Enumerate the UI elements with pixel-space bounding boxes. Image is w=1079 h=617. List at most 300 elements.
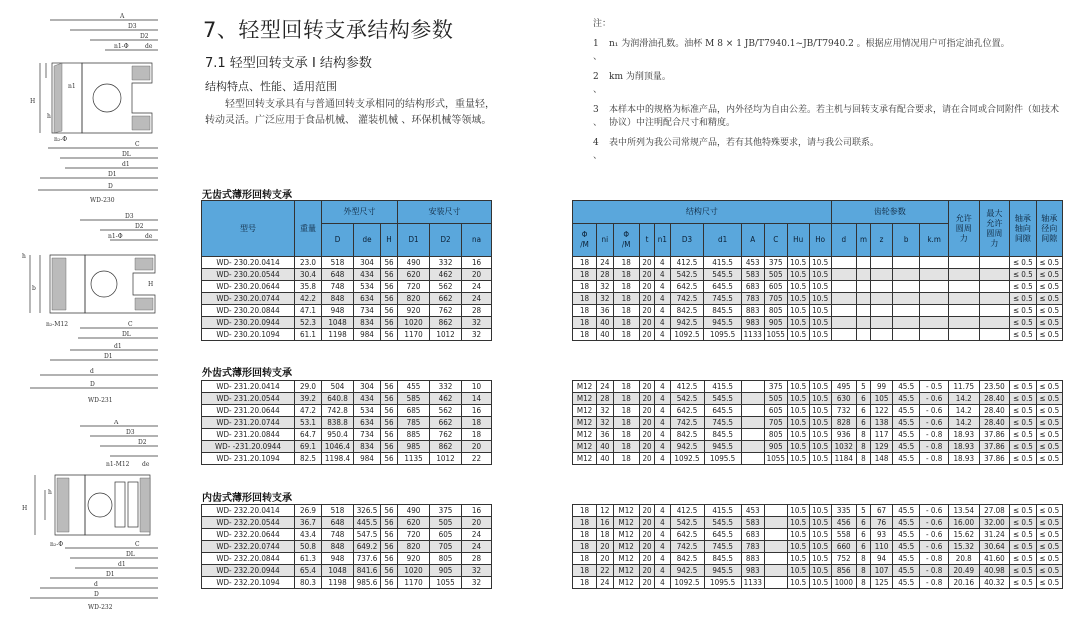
table-cell: 14.2 (948, 417, 979, 429)
table-cell: 32 (462, 577, 492, 589)
header-col: Φ /M (613, 224, 639, 257)
table-cell: 1000 (831, 577, 856, 589)
table-cell (764, 529, 787, 541)
table-cell: 10.5 (809, 441, 831, 453)
table-cell: 32 (597, 293, 613, 305)
table-cell: 562 (430, 405, 462, 417)
table-cell: 20 (639, 329, 654, 341)
table-cell (979, 329, 1010, 341)
table-cell: 10.5 (787, 317, 809, 329)
table-cell: 56 (381, 257, 398, 269)
table-cell: 585 (398, 393, 430, 405)
table-cell: 148 (871, 453, 893, 465)
table-cell: 45.5 (893, 541, 920, 553)
dim-label: A (114, 420, 119, 426)
table-cell: ≤ 0.5 (1036, 269, 1062, 281)
table-cell: 45.5 (893, 577, 920, 589)
table-cell (893, 317, 920, 329)
table-cell: 36 (597, 429, 613, 441)
table-cell: M12 (573, 381, 597, 393)
table-cell: 648 (322, 269, 354, 281)
table-cell: WD- 231.20.0844 (202, 429, 295, 441)
table-cell (920, 281, 948, 293)
table-cell (979, 269, 1010, 281)
header-col: Ho (809, 224, 831, 257)
table-cell: 1012 (430, 329, 462, 341)
dim-label: H (30, 98, 36, 105)
dim-label: D3 (128, 23, 137, 30)
table-cell: 20.49 (948, 565, 979, 577)
table-cell: ≤ 0.5 (1010, 305, 1036, 317)
table-cell: 1012 (430, 453, 462, 465)
dim-label: D1 (104, 353, 113, 360)
table-cell: 10.5 (787, 429, 809, 441)
table-cell: 18 (573, 269, 597, 281)
dim-label: D2 (138, 439, 147, 446)
table-cell: 558 (831, 529, 856, 541)
dim-label: n1 (68, 83, 76, 90)
table-cell (831, 269, 856, 281)
table-cell: WD- 232.20.0414 (202, 505, 295, 517)
table-cell: 1095.5 (704, 329, 741, 341)
header-allow-force: 允许 圆周 力 (948, 201, 979, 257)
table-cell: 18 (613, 429, 639, 441)
table-row (573, 393, 1063, 405)
table-cell: 8 (856, 429, 870, 441)
table-cell: ≤ 0.5 (1036, 381, 1062, 393)
table-cell (831, 293, 856, 305)
header-col: H (381, 224, 398, 257)
dim-label: D1 (108, 171, 117, 178)
table-cell: 942.5 (670, 317, 704, 329)
header-col: D2 (430, 224, 462, 257)
table-cell: 845.5 (704, 305, 741, 317)
table-cell: - 0.5 (920, 381, 949, 393)
table-cell: 745.5 (704, 293, 741, 305)
table-cell: 1170 (398, 329, 430, 341)
table-row (202, 293, 492, 305)
table-cell: 4 (655, 453, 670, 465)
table-cell: M12 (573, 429, 597, 441)
table-cell: 94 (871, 553, 893, 565)
table-cell: 18 (573, 529, 597, 541)
table-cell: 805 (764, 429, 787, 441)
table-cell: 40 (597, 329, 613, 341)
table-cell: 620 (398, 269, 430, 281)
table-cell (920, 257, 948, 269)
table-cell: ≤ 0.5 (1010, 441, 1036, 453)
table-cell: M12 (613, 505, 639, 517)
table-cell: 56 (381, 329, 398, 341)
table-cell: 37.86 (979, 441, 1010, 453)
table-cell: 5 (856, 381, 870, 393)
table-cell: 10.5 (809, 381, 831, 393)
table-cell: 10.5 (787, 517, 809, 529)
table-cell: 45.5 (893, 553, 920, 565)
dim-label: D3 (126, 429, 135, 436)
table-cell: 4 (655, 269, 670, 281)
table-cell: 10.5 (787, 305, 809, 317)
table-cell: 375 (764, 257, 787, 269)
table-cell: 605 (764, 281, 787, 293)
table-cell: 20 (597, 553, 613, 565)
table-cell: 52.3 (295, 317, 322, 329)
table-cell: 605 (764, 405, 787, 417)
header-col: t (639, 224, 654, 257)
note-item (593, 137, 1063, 163)
table-cell: 18 (573, 553, 597, 565)
table-cell: 834 (354, 317, 381, 329)
table-cell: 883 (741, 553, 764, 565)
table-cell: 732 (831, 405, 856, 417)
table-cell: 415.5 (704, 505, 741, 517)
table-cell (948, 257, 979, 269)
table-cell: 547.5 (354, 529, 381, 541)
table-cell: 4 (655, 517, 670, 529)
table-cell: 948 (322, 553, 354, 565)
table-cell: ≤ 0.5 (1036, 417, 1062, 429)
header-col: d1 (704, 224, 741, 257)
table-cell (741, 381, 764, 393)
table-cell: 984 (354, 329, 381, 341)
table-cell (920, 305, 948, 317)
table-row (573, 417, 1063, 429)
table-row (202, 517, 492, 529)
table-cell (831, 257, 856, 269)
table-cell (948, 317, 979, 329)
table-cell: 20 (639, 269, 654, 281)
table-cell: 26.9 (295, 505, 322, 517)
table-cell: 18 (573, 257, 597, 269)
dim-label: n1-Φ (114, 43, 129, 50)
table-cell: 15.32 (948, 541, 979, 553)
table-cell: 936 (831, 429, 856, 441)
table-cell: 14.2 (948, 393, 979, 405)
table-cell: 905 (764, 317, 787, 329)
table-cell: ≤ 0.5 (1036, 529, 1062, 541)
header-col: D1 (398, 224, 430, 257)
table-row (202, 305, 492, 317)
table-cell: 20.16 (948, 577, 979, 589)
dim-label: d (94, 581, 98, 588)
table-cell (856, 305, 870, 317)
table-cell: 122 (871, 405, 893, 417)
header-col: d (831, 224, 856, 257)
table-row (202, 577, 492, 589)
table-cell: 1055 (764, 329, 787, 341)
notes-heading: 注： (593, 19, 612, 29)
table-cell: 39.2 (295, 393, 322, 405)
table-cell: 13.54 (948, 505, 979, 517)
table-cell (920, 293, 948, 305)
table-cell: ≤ 0.5 (1036, 517, 1062, 529)
table-cell: 4 (655, 257, 670, 269)
table-cell: 10.5 (809, 317, 831, 329)
table-cell: 18 (613, 381, 639, 393)
table-cell: 18 (573, 329, 597, 341)
table-cell: 10.5 (787, 269, 809, 281)
table-cell: 10.5 (787, 393, 809, 405)
table-cell: 32 (462, 317, 492, 329)
table-cell (948, 269, 979, 281)
table-cell: 748 (322, 281, 354, 293)
table-cell: 56 (381, 293, 398, 305)
table-cell: 645.5 (704, 529, 741, 541)
table-cell: 40 (597, 453, 613, 465)
table-cell: 18 (613, 329, 639, 341)
table-cell: 326.5 (354, 505, 381, 517)
table-cell: 660 (831, 541, 856, 553)
table-cell: ≤ 0.5 (1010, 577, 1036, 589)
table-cell: 4 (655, 281, 670, 293)
table-cell: 905 (764, 441, 787, 453)
table-cell: 56 (381, 317, 398, 329)
table-cell: 4 (655, 429, 670, 441)
table-cell: 1046.4 (322, 441, 354, 453)
table-cell: 16 (462, 405, 492, 417)
table-cell: 1198 (322, 577, 354, 589)
dim-label: de (145, 43, 153, 50)
table-cell: 862 (430, 441, 462, 453)
table-cell (979, 293, 1010, 305)
table-cell: 1048 (322, 317, 354, 329)
table-cell: 20 (597, 541, 613, 553)
drawing-caption: WD-231 (88, 397, 113, 404)
table-cell (893, 305, 920, 317)
table-cell: 14.2 (948, 405, 979, 417)
table-cell: 10.5 (809, 453, 831, 465)
table-cell: 642.5 (670, 405, 704, 417)
table-cell: 504 (322, 381, 354, 393)
table-cell: ≤ 0.5 (1036, 553, 1062, 565)
table-cell: 4 (655, 393, 670, 405)
table-row (202, 317, 492, 329)
section-subtitle: 7.1 轻型回转支承 I 结构参数 (205, 56, 372, 71)
table-cell (948, 305, 979, 317)
dim-label: DL (122, 151, 131, 158)
table-cell: ≤ 0.5 (1010, 505, 1036, 517)
table-cell: 705 (430, 541, 462, 553)
table-cell: M12 (613, 529, 639, 541)
table-cell: 40.98 (979, 565, 1010, 577)
table-cell: 10.5 (809, 541, 831, 553)
table-cell: 32 (462, 565, 492, 577)
table-cell: M12 (613, 541, 639, 553)
table-cell: 29.0 (295, 381, 322, 393)
table-cell: 18 (613, 393, 639, 405)
table-cell: 332 (430, 257, 462, 269)
dim-label: D (94, 591, 99, 598)
table-cell: 20 (639, 541, 654, 553)
table-cell: 8 (856, 577, 870, 589)
table-cell: 10.5 (809, 529, 831, 541)
table-cell: ≤ 0.5 (1036, 441, 1062, 453)
table-cell: 4 (655, 565, 670, 577)
table-row (202, 269, 492, 281)
dim-label: D3 (125, 213, 134, 220)
dim-label: h (47, 113, 51, 120)
table-cell: 434 (354, 393, 381, 405)
table-cell: 10.5 (809, 305, 831, 317)
table-cell: 40.32 (979, 577, 1010, 589)
table-cell: 24 (462, 541, 492, 553)
table-cell: 18 (573, 293, 597, 305)
table-cell: 40 (597, 441, 613, 453)
table-cell: 542.5 (670, 517, 704, 529)
table-cell: 36 (597, 305, 613, 317)
table-cell: WD- 231.20.0644 (202, 405, 295, 417)
table-cell: 8 (856, 441, 870, 453)
table-cell (920, 329, 948, 341)
table-row (202, 281, 492, 293)
dim-label: D2 (140, 33, 149, 40)
table-row (202, 529, 492, 541)
table-cell (764, 553, 787, 565)
table-cell (741, 429, 764, 441)
table-cell: 56 (381, 429, 398, 441)
note-text: n₁ 为润滑油孔数。油杯 M 8 × 1 JB/T7940.1~JB/T7940.2 。根据应用情况用户可指定油孔位置。 (609, 39, 1010, 49)
table-cell: ≤ 0.5 (1010, 541, 1036, 553)
table-cell: ≤ 0.5 (1036, 429, 1062, 441)
table-cell: 705 (764, 417, 787, 429)
note-item (593, 104, 1063, 130)
table-row (573, 381, 1063, 393)
table-cell (831, 281, 856, 293)
table-cell (871, 257, 893, 269)
table-cell: 4 (655, 553, 670, 565)
table-cell: 56 (381, 417, 398, 429)
drawing-wd-230 (10, 8, 170, 208)
table-cell: 30.4 (295, 269, 322, 281)
table-cell: 545.5 (704, 269, 741, 281)
table-row (573, 405, 1063, 417)
table-cell: 1184 (831, 453, 856, 465)
header-model: 型号 (202, 201, 295, 257)
table-cell: 1095.5 (704, 453, 741, 465)
table-cell: 82.5 (295, 453, 322, 465)
table-cell (856, 317, 870, 329)
header-col: b (893, 224, 920, 257)
table-cell: WD- 230.20.0944 (202, 317, 295, 329)
table-cell: 20 (639, 281, 654, 293)
table-cell (893, 257, 920, 269)
table-cell: 76 (871, 517, 893, 529)
table-cell: 683 (741, 529, 764, 541)
table-cell: - 0.6 (920, 417, 949, 429)
table-cell: 12 (597, 505, 613, 517)
table-cell: 805 (764, 305, 787, 317)
notes-block (593, 16, 1063, 170)
header-col: A (741, 224, 764, 257)
table-cell: 748 (322, 529, 354, 541)
table-cell: 28 (597, 269, 613, 281)
table-row (202, 429, 492, 441)
dim-label: d1 (114, 343, 122, 350)
table-cell: ≤ 0.5 (1010, 417, 1036, 429)
cross-section-wd-230 (10, 8, 170, 208)
table-cell: ≤ 0.5 (1010, 517, 1036, 529)
table-cell: 20 (639, 577, 654, 589)
table-cell: - 0.6 (920, 405, 949, 417)
table-cell: 28.40 (979, 417, 1010, 429)
table-cell: 20 (639, 565, 654, 577)
header-col: na (462, 224, 492, 257)
table-cell: 45.5 (893, 453, 920, 465)
table-cell (764, 517, 787, 529)
table-cell: 942.5 (670, 441, 704, 453)
table-cell (893, 293, 920, 305)
table-cell: 562 (430, 281, 462, 293)
table-cell: 45.5 (893, 441, 920, 453)
section-label-230: 无齿式薄形回转支承 (202, 190, 292, 201)
table-cell: 18 (573, 317, 597, 329)
dim-label: H (22, 505, 28, 512)
table-cell: - 0.6 (920, 505, 949, 517)
table-cell: 685 (398, 405, 430, 417)
table-cell: 10.5 (787, 529, 809, 541)
table-cell: - 0.6 (920, 393, 949, 405)
table-cell: WD- 231.20.0544 (202, 393, 295, 405)
header-gear: 齿轮参数 (831, 201, 948, 224)
table-cell (920, 269, 948, 281)
drawing-wd-231 (10, 210, 170, 410)
header-col: Hu (787, 224, 809, 257)
table-cell: 4 (655, 417, 670, 429)
table-cell: 742.5 (670, 293, 704, 305)
table-cell: ≤ 0.5 (1010, 565, 1036, 577)
table-cell: 1092.5 (670, 453, 704, 465)
table-cell: 742.8 (322, 405, 354, 417)
table-cell (893, 281, 920, 293)
dim-label: n₂-M12 (46, 321, 69, 328)
table-cell: 10.5 (809, 565, 831, 577)
table-cell: 65.4 (295, 565, 322, 577)
table-cell: 50.8 (295, 541, 322, 553)
table-cell: 10.5 (787, 281, 809, 293)
table-cell (856, 269, 870, 281)
table-cell: 45.5 (893, 565, 920, 577)
table-cell: 99 (871, 381, 893, 393)
table-cell: ≤ 0.5 (1010, 329, 1036, 341)
table-cell: 4 (655, 317, 670, 329)
table-cell: 10.5 (787, 541, 809, 553)
table-cell: 45.5 (893, 417, 920, 429)
table-cell: M12 (613, 565, 639, 577)
header-install: 安装尺寸 (398, 201, 492, 224)
note-number: 1 、 (593, 39, 603, 62)
table-cell: 18 (613, 417, 639, 429)
table-cell: 10.5 (809, 329, 831, 341)
table-cell: WD- 231.20.1094 (202, 453, 295, 465)
table-cell: 45.5 (893, 505, 920, 517)
table-cell: 985 (398, 441, 430, 453)
table-cell: 834 (354, 441, 381, 453)
table-cell: 56 (381, 541, 398, 553)
table-cell: 23.50 (979, 381, 1010, 393)
header-col: n1 (655, 224, 670, 257)
note-item (593, 71, 1063, 97)
table-cell: 848 (322, 541, 354, 553)
table-cell: 1133 (741, 577, 764, 589)
table-row (202, 393, 492, 405)
table-cell (741, 393, 764, 405)
table-cell: 20 (462, 517, 492, 529)
table-cell (871, 329, 893, 341)
table-cell: 10.5 (809, 553, 831, 565)
table-cell: 53.1 (295, 417, 322, 429)
table-cell: ≤ 0.5 (1010, 393, 1036, 405)
note-number: 4 、 (593, 138, 603, 161)
